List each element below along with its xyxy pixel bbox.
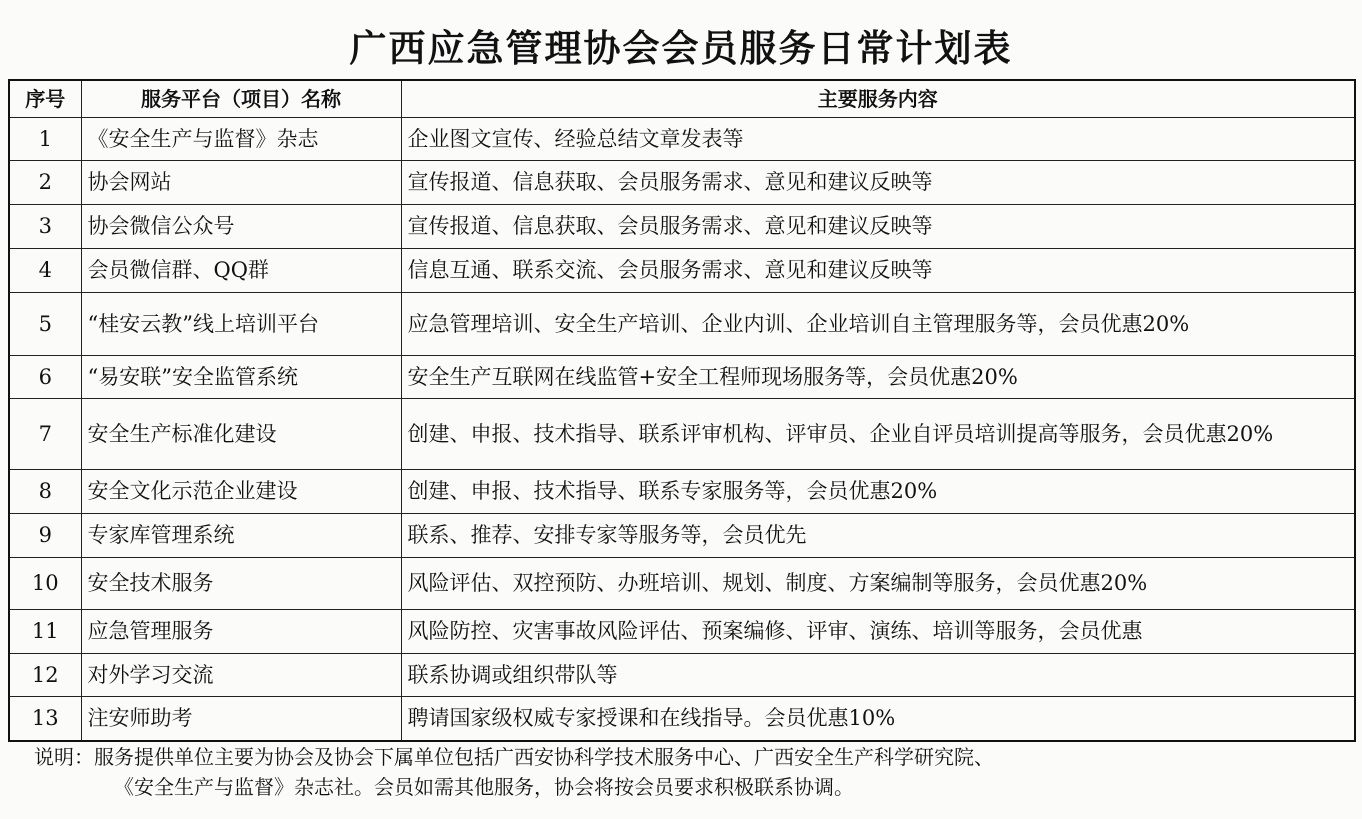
row-content: 联系、推荐、安排专家等服务等，会员优先: [401, 514, 1355, 558]
table-row: [9, 293, 1355, 356]
row-content: 创建、申报、技术指导、联系评审机构、评审员、企业自评员培训提高等服务，会员优惠20%: [401, 399, 1355, 470]
row-no: 6: [9, 356, 81, 399]
row-content: 安全生产互联网在线监管+安全工程师现场服务等，会员优惠20%: [401, 356, 1355, 399]
row-no: 5: [9, 293, 81, 356]
row-content: 联系协调或组织带队等: [401, 654, 1355, 697]
service-plan-table: [8, 79, 1356, 742]
row-name: 会员微信群、QQ群: [81, 249, 401, 293]
row-no: 11: [9, 610, 81, 654]
row-name: 安全文化示范企业建设: [81, 470, 401, 514]
table-row: [9, 654, 1355, 697]
footnote-line-2: 《安全生产与监督》杂志社。会员如需其他服务，协会将按会员要求积极联系协调。: [114, 775, 854, 799]
table-row: [9, 399, 1355, 470]
row-no: 13: [9, 697, 81, 741]
row-content: 宣传报道、信息获取、会员服务需求、意见和建议反映等: [401, 161, 1355, 205]
row-name: 安全生产标准化建设: [81, 399, 401, 470]
row-name: 专家库管理系统: [81, 514, 401, 558]
row-no: 1: [9, 118, 81, 161]
row-name: 协会网站: [81, 161, 401, 205]
header-no: 序号: [9, 80, 81, 118]
row-content: 企业图文宣传、经验总结文章发表等: [401, 118, 1355, 161]
row-name: 协会微信公众号: [81, 205, 401, 249]
table-row: [9, 118, 1355, 161]
row-name: 应急管理服务: [81, 610, 401, 654]
row-name: “桂安云教”线上培训平台: [81, 293, 401, 356]
table-row: [9, 697, 1355, 741]
row-content: 宣传报道、信息获取、会员服务需求、意见和建议反映等: [401, 205, 1355, 249]
row-name: 安全技术服务: [81, 558, 401, 610]
row-no: 7: [9, 399, 81, 470]
table-row: [9, 356, 1355, 399]
table-row: [9, 470, 1355, 514]
header-name: 服务平台（项目）名称: [81, 80, 401, 118]
row-no: 12: [9, 654, 81, 697]
table-row: [9, 249, 1355, 293]
footnote-line-1: 说明：服务提供单位主要为协会及协会下属单位包括广西安协科学技术服务中心、广西安全生产科学研究院、: [34, 745, 994, 769]
row-no: 10: [9, 558, 81, 610]
page-title: 广西应急管理协会会员服务日常计划表: [349, 27, 1013, 70]
row-content: 聘请国家级权威专家授课和在线指导。会员优惠10%: [401, 697, 1355, 741]
row-name: 注安师助考: [81, 697, 401, 741]
row-no: 3: [9, 205, 81, 249]
table-row: [9, 610, 1355, 654]
table-header-row: [9, 80, 1355, 118]
table-row: [9, 514, 1355, 558]
row-content: 应急管理培训、安全生产培训、企业内训、企业培训自主管理服务等，会员优惠20%: [401, 293, 1355, 356]
row-content: 信息互通、联系交流、会员服务需求、意见和建议反映等: [401, 249, 1355, 293]
row-content: 创建、申报、技术指导、联系专家服务等，会员优惠20%: [401, 470, 1355, 514]
row-name: 《安全生产与监督》杂志: [81, 118, 401, 161]
header-content: 主要服务内容: [401, 80, 1355, 118]
table-row: [9, 161, 1355, 205]
row-no: 8: [9, 470, 81, 514]
table-row: [9, 558, 1355, 610]
row-content: 风险防控、灾害事故风险评估、预案编修、评审、演练、培训等服务，会员优惠: [401, 610, 1355, 654]
footnote: [34, 742, 1344, 802]
table-row: [9, 205, 1355, 249]
row-name: 对外学习交流: [81, 654, 401, 697]
row-content: 风险评估、双控预防、办班培训、规划、制度、方案编制等服务，会员优惠20%: [401, 558, 1355, 610]
row-no: 9: [9, 514, 81, 558]
row-no: 2: [9, 161, 81, 205]
row-name: “易安联”安全监管系统: [81, 356, 401, 399]
row-no: 4: [9, 249, 81, 293]
